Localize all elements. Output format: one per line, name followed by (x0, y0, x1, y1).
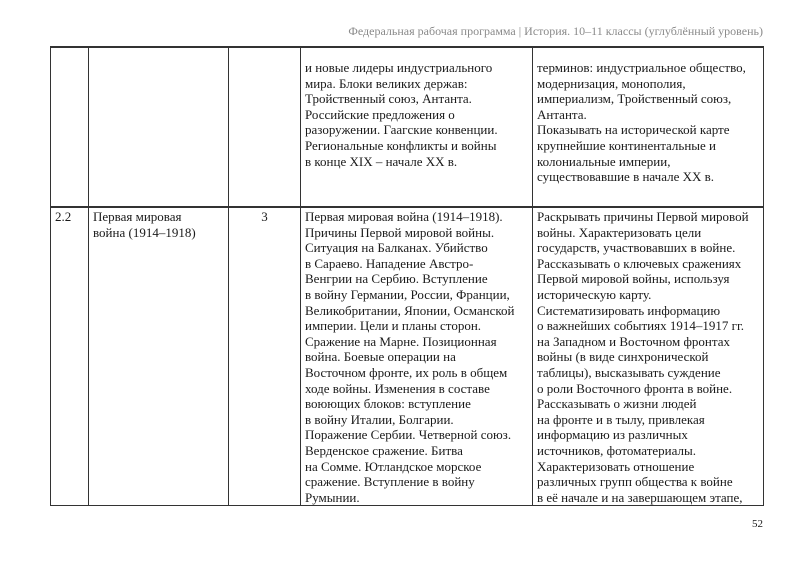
text-line: Российские предложения о (305, 106, 455, 122)
text-line: и новые лидеры индустриального (305, 60, 493, 75)
text-line: войны (в виде синхронической (537, 349, 709, 365)
cell-number: 2.2 (51, 207, 89, 506)
running-header: Федеральная рабочая программа | История. 10–11 классы (углублённый уровень) (348, 24, 763, 38)
text-line: в конце XIX – начале XX в. (305, 153, 458, 169)
text-line: модернизация, монополия, (537, 75, 686, 91)
text-line: Региональные конфликты и войны (305, 137, 497, 153)
cell-hours: 3 (229, 207, 301, 506)
curriculum-table (50, 46, 764, 506)
cell-hours (229, 47, 301, 207)
text-line: Великобритании, Японии, Османской (305, 302, 515, 318)
text-line: война (1914–1918) (93, 224, 196, 240)
text-line: Рассказывать о ключевых сражениях (537, 255, 742, 271)
text-line: Антанта. (537, 106, 587, 122)
text-line: войны. Характеризовать цели (537, 224, 702, 240)
text-line: колониальные империи, (537, 153, 671, 169)
text-line: информацию из различных (537, 427, 688, 443)
text-line: таблицы), высказывать суждение (537, 364, 721, 380)
text-line: в её начале и на завершающем этапе, (537, 489, 743, 505)
cell-number (51, 47, 89, 207)
cell-activities (533, 207, 764, 506)
text-line: ходе войны. Изменения в составе (305, 380, 490, 396)
text-line: различных групп общества к войне (537, 474, 733, 490)
text-line: Систематизировать информацию (537, 302, 721, 318)
cell-content (301, 207, 533, 506)
text-line: историческую карту. (537, 286, 652, 302)
text-line: Первая мировая война (1914–1918). (305, 209, 503, 224)
text-line: источников, фотоматериалы. (537, 442, 696, 458)
text-line: в войну Италии, Болгарии. (305, 411, 454, 427)
cell-content (301, 47, 533, 207)
text-line: на Сомме. Ютландское морское (305, 458, 482, 474)
table-row (51, 207, 764, 506)
table-row (51, 47, 764, 207)
text-line: на фронте и в тылу, привлекая (537, 411, 705, 427)
text-line: империализм, Тройственный союз, (537, 91, 732, 107)
text-line: терминов: индустриальное общество, (537, 60, 746, 75)
cell-topic (89, 207, 229, 506)
text-line: Первой мировой войны, используя (537, 271, 730, 287)
text-line: Показывать на исторической карте (537, 122, 730, 138)
page-number: 52 (752, 518, 763, 530)
text-line: Характеризовать отношение (537, 458, 695, 474)
text-line: о роли Восточного фронта в войне. (537, 380, 733, 396)
text-line: крупнейшие континентальные и (537, 137, 717, 153)
text-line: Сражение на Марне. Позиционная (305, 333, 497, 349)
text-line: государств, участвовавших в войне. (537, 240, 736, 256)
cell-activities (533, 47, 764, 207)
text-line: Ситуация на Балканах. Убийство (305, 240, 488, 256)
text-line: в войну Германии, России, Франции, (305, 286, 510, 302)
text-line: Румынии. (305, 489, 360, 505)
text-line: Поражение Сербии. Четверной союз. (305, 427, 512, 443)
text-line: сражение. Вступление в войну (305, 474, 475, 490)
text-line: Причины Первой мировой войны. (305, 224, 495, 240)
text-line: Раскрывать причины Первой мировой (537, 209, 749, 224)
text-line: существовавшие в начале XX в. (537, 169, 715, 185)
text-line: о важнейших событиях 1914–1917 гг. (537, 318, 745, 334)
text-line: мира. Блоки великих держав: (305, 75, 468, 91)
text-line: на Западном и Восточном фронтах (537, 333, 730, 349)
text-line: Восточном фронте, их роль в общем (305, 364, 508, 380)
text-line: война. Боевые операции на (305, 349, 456, 365)
text-line: империи. Цели и планы сторон. (305, 318, 482, 334)
text-line: Венгрии на Сербию. Вступление (305, 271, 488, 287)
text-line: воюющих блоков: вступление (305, 396, 471, 412)
text-line: Рассказывать о жизни людей (537, 396, 697, 412)
text-line: Верденское сражение. Битва (305, 442, 463, 458)
text-line: Тройственный союз, Антанта. (305, 91, 472, 107)
text-line: разоружении. Гаагские конвенции. (305, 122, 498, 138)
text-line: Первая мировая (93, 209, 182, 224)
cell-topic (89, 47, 229, 207)
text-line: в Сараево. Нападение Австро- (305, 255, 474, 271)
